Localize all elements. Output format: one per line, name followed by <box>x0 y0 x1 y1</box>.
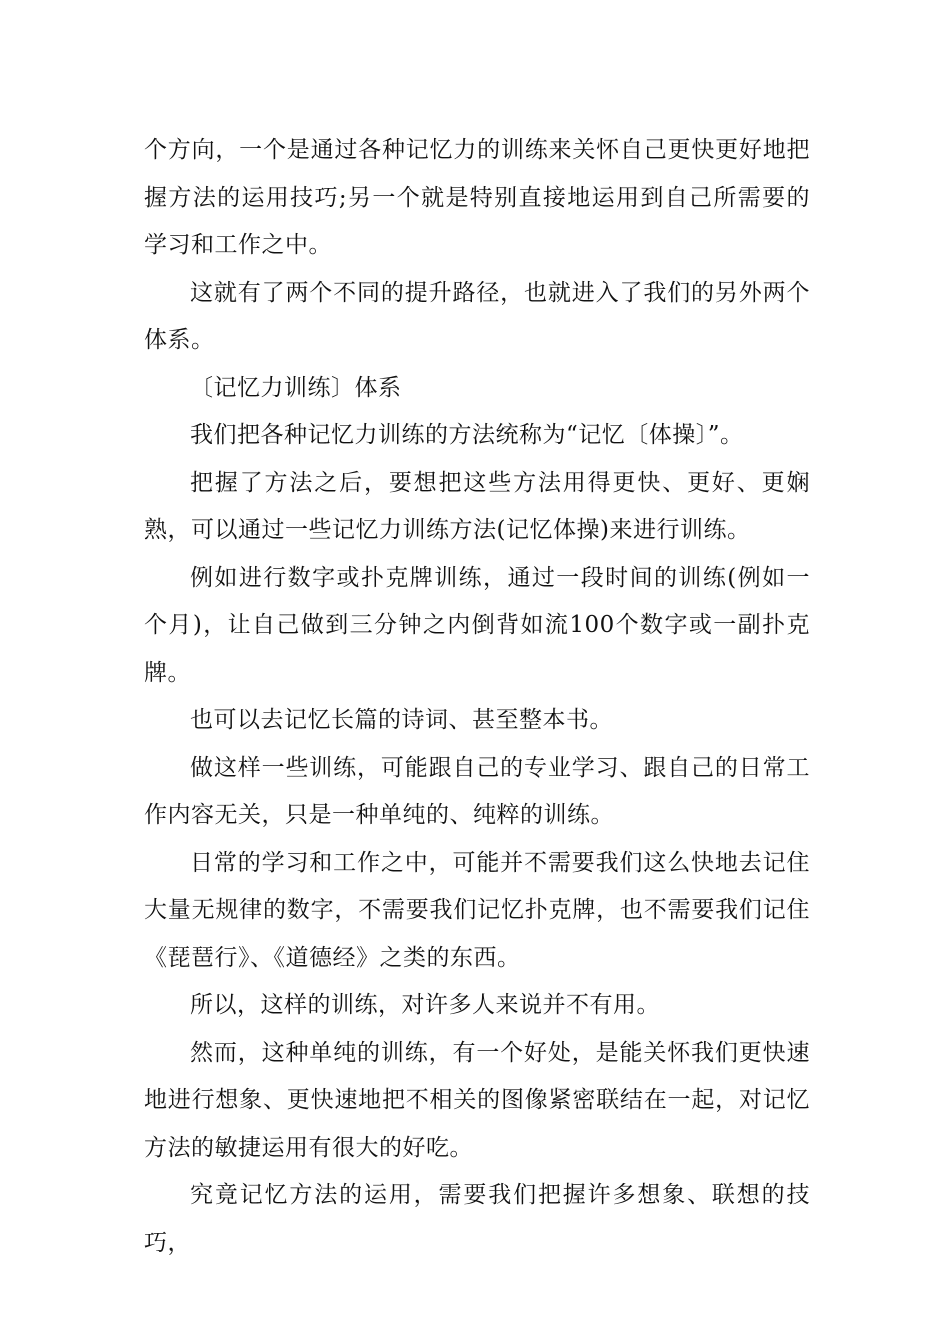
document-body <box>144 127 810 1267</box>
paragraph: 把握了方法之后，要想把这些方法用得更快、更好、更娴熟，可以通过一些记忆力训练方法(记忆体操)来进行训练。 <box>144 469 810 543</box>
paragraph: 这就有了两个不同的提升路径，也就进入了我们的另外两个体系。 <box>144 279 810 353</box>
paragraph: 也可以去记忆长篇的诗词、甚至整本书。 <box>190 707 613 733</box>
paragraph: 我们把各种记忆力训练的方法统称为“记忆〔体操〕”。 <box>190 422 744 448</box>
paragraph-continuation: 个方向，一个是通过各种记忆力的训练来关怀自己更快更好地把握方法的运用技巧;另一个就是特别直接地运用到自己所需要的学习和工作之中。 <box>144 137 810 258</box>
section-heading: 〔记忆力训练〕体系 <box>190 374 402 401</box>
paragraph: 究竟记忆方法的运用，需要我们把握许多想象、联想的技巧， <box>144 1182 810 1256</box>
paragraph: 然而，这种单纯的训练，有一个好处，是能关怀我们更快速地进行想象、更快速地把不相关的图像紧密联结在一起，对记忆方法的敏捷运用有很大的好吃。 <box>144 1039 810 1161</box>
paragraph: 日常的学习和工作之中，可能并不需要我们这么快地去记住大量无规律的数字，不需要我们记忆扑克牌，也不需要我们记住《琵琶行》、《道德经》之类的东西。 <box>144 849 810 971</box>
paragraph: 做这样一些训练，可能跟自己的专业学习、跟自己的日常工作内容无关，只是一种单纯的、纯粹的训练。 <box>144 754 810 828</box>
paragraph: 例如进行数字或扑克牌训练，通过一段时间的训练(例如一个月)，让自己做到三分钟之内倒背如流100个数字或一副扑克牌。 <box>144 564 810 686</box>
paragraph: 所以，这样的训练，对许多人来说并不有用。 <box>190 992 660 1018</box>
